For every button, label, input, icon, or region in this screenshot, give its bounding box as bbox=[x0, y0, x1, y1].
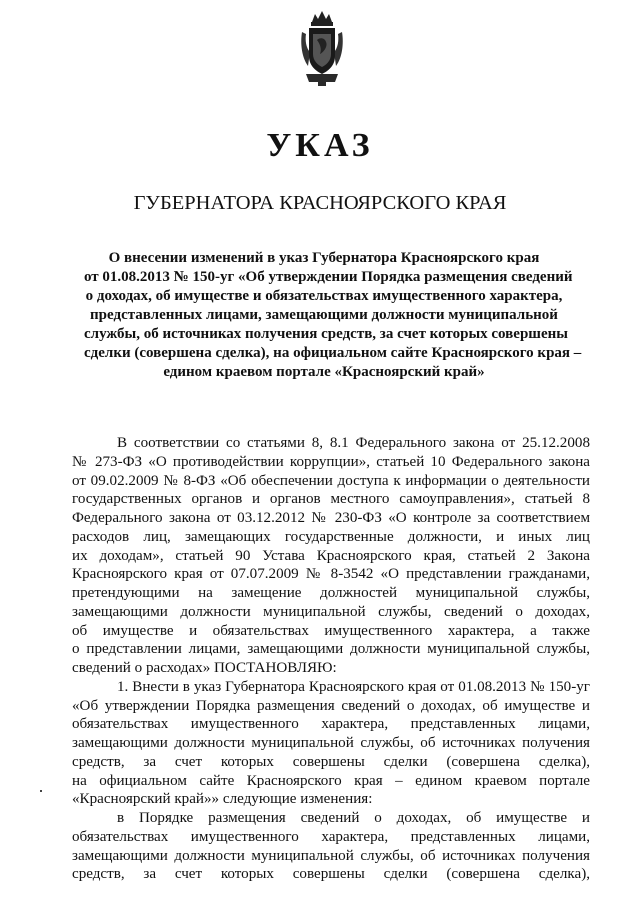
body-line: государственных органов и органов местного самоуправления», статьей 8 bbox=[72, 491, 590, 508]
subject-line: едином краевом портале «Красноярский край» bbox=[163, 364, 485, 380]
subject-line: О внесении изменений в указ Губернатора Красноярского края bbox=[108, 250, 540, 266]
body-line: № 273-ФЗ «О противодействии коррупции», статьей 10 Федерального закона bbox=[72, 453, 590, 470]
scan-speck bbox=[40, 790, 42, 792]
body-line: на официальном сайте Красноярского края – едином краевом портале bbox=[72, 772, 590, 789]
body-line: «Об утверждении Порядка размещения сведений о доходах, об имуществе и bbox=[72, 697, 590, 714]
document-subject bbox=[84, 249, 582, 382]
body-line: в Порядке размещения сведений о доходах, об имуществе и bbox=[117, 810, 590, 826]
body-line: замещающими должности муниципальной службы, сведений о доходах, bbox=[72, 603, 590, 620]
body-line: средств, за счет которых совершены сделки (совершена сделка), bbox=[72, 753, 590, 770]
subject-line: представленных лицами, замещающими должности муниципальной bbox=[90, 307, 558, 323]
document-subtitle: ГУБЕРНАТОРА КРАСНОЯРСКОГО КРАЯ bbox=[133, 192, 507, 214]
body-line: их доходам», статьей 90 Устава Красноярского края, статьей 2 Закона bbox=[72, 547, 590, 564]
body-line: «Красноярский край»» следующие изменения: bbox=[72, 791, 373, 808]
body-line: от 09.02.2009 № 8-ФЗ «Об обеспечении доступа к информации о деятельности bbox=[72, 472, 590, 489]
body-line: Федерального закона от 03.12.2012 № 230-ФЗ «О контроле за соответствием bbox=[72, 510, 590, 526]
coat-of-arms-emblem bbox=[298, 8, 346, 88]
subject-line: о доходах, об имуществе и обязательствах имущественного характера, bbox=[85, 288, 563, 304]
document-title: УКАЗ bbox=[266, 127, 374, 164]
body-line: претендующими на замещение должностей муниципальной службы, bbox=[72, 585, 590, 601]
body-line: В соответствии со статьями 8, 8.1 Федерального закона от 25.12.2008 bbox=[117, 435, 590, 451]
body-line: замещающими должности муниципальной службы, об источниках получения bbox=[72, 735, 590, 751]
body-line: сведений о расходах» ПОСТАНОВЛЯЮ: bbox=[72, 660, 337, 676]
body-line: обязательствах имущественного характера, представленных лицами, bbox=[72, 828, 590, 845]
subject-line: службы, об источниках получения средств, за счет которых совершены bbox=[84, 326, 568, 342]
body-line: об имуществе и обязательствах имущественного характера, а также bbox=[72, 622, 590, 639]
body-line: 1. Внести в указ Губернатора Красноярского края от 01.08.2013 № 150-уг bbox=[117, 678, 590, 695]
body-line: замещающими должности муниципальной службы, об источниках получения bbox=[72, 847, 590, 864]
subject-line: сделки (совершена сделка), на официальном сайте Красноярского края – bbox=[84, 345, 582, 361]
body-line: средств, за счет которых совершены сделки (совершена сделка), bbox=[72, 866, 590, 883]
body-line: обязательствах имущественного характера, представленных лицами, bbox=[72, 716, 590, 733]
document-body bbox=[72, 434, 590, 884]
body-line: расходов лиц, замещающих государственные должности, и иных лиц bbox=[72, 528, 590, 545]
body-line: Красноярского края от 07.07.2009 № 8-3542 «О представлении гражданами, bbox=[72, 566, 590, 583]
body-line: о представлении лицами, замещающими должности муниципальной службы, bbox=[72, 641, 590, 658]
subject-line: от 01.08.2013 № 150-уг «Об утверждении Порядка размещения сведений bbox=[84, 269, 573, 285]
